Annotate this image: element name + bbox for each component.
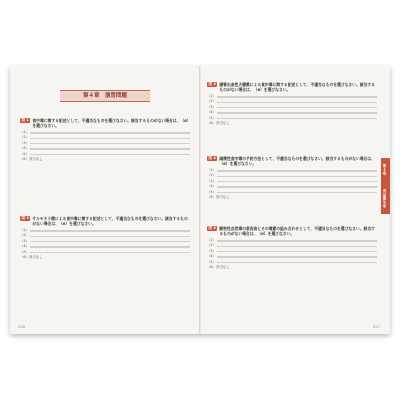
question-text: 腸管出血性大腸菌による食中毒に関する記述として、不適当なものを選びなさい。該当するものがない場合は、（6）を選びなさい。 (219, 82, 375, 93)
question-text: 細菌性食中毒の予防方法として、不適当なものを選びなさい。該当するものがない場合は、（6）を選びなさい。 (219, 156, 375, 167)
question-number: 問 4 (208, 156, 216, 160)
answer-option: （3） (207, 179, 377, 184)
question-2 (20, 216, 190, 260)
answer-option: （4） (20, 146, 190, 151)
answer-option: （1） (207, 94, 377, 99)
answer-option: （6）該当なし (207, 264, 230, 269)
answer-option: （4） (207, 110, 377, 115)
answer-option: （1） (207, 238, 377, 243)
answer-option: （5） (207, 260, 377, 265)
question-number: 問 1 (21, 118, 29, 122)
answer-option: （2） (20, 135, 190, 140)
answer-option: （5） (207, 190, 377, 195)
question-1 (20, 118, 190, 162)
answer-option: （2） (20, 233, 190, 238)
side-tab-chapter: 第４章 (383, 164, 387, 176)
answer-option: （3） (207, 249, 377, 254)
answer-option: （3） (20, 239, 190, 244)
page-number: 226 (18, 325, 25, 329)
right-page (201, 66, 390, 334)
answer-option: （5） (20, 250, 190, 255)
question-number: 問 2 (21, 216, 29, 220)
chapter-title: 第４章 演習問題 (60, 90, 150, 102)
answer-option: （1） (207, 168, 377, 173)
chapter-side-tab (381, 158, 390, 214)
question-3 (207, 82, 377, 126)
answer-option: （1） (20, 130, 190, 135)
answer-option: （5） (20, 152, 190, 157)
left-page (10, 66, 199, 334)
answer-option: （3） (207, 105, 377, 110)
answer-option: （5） (207, 116, 377, 121)
book-spread (10, 66, 390, 334)
question-4 (207, 156, 377, 200)
answer-option: （4） (207, 184, 377, 189)
side-tab-section: 食品衛生学 (383, 188, 387, 208)
answer-option: （6）該当なし (207, 120, 230, 125)
answer-option: （4） (20, 244, 190, 249)
question-number: 問 3 (208, 82, 216, 86)
question-text: 動物性自然毒の原因食とその毒素の組み合わせとして、不適当なものを選びなさい。該当するものがない場合は、（6）を選びなさい。 (219, 226, 375, 237)
answer-option: （6）該当なし (20, 156, 43, 161)
question-text: サルモネラ菌による食中毒に関する記述として、不適当なものを選びなさい。該当するものがない場合は、（6）を選びなさい。 (32, 216, 188, 227)
question-text: 食中毒に関する記述として、不適当なものを選びなさい。該当するものがない場合は、（6）を選びなさい。 (32, 118, 189, 129)
page-number: 227 (373, 325, 380, 329)
answer-option: （2） (207, 99, 377, 104)
answer-option: （6）該当なし (207, 194, 230, 199)
answer-option: （4） (207, 254, 377, 259)
answer-option: （6）該当なし (20, 254, 43, 259)
answer-option: （2） (207, 173, 377, 178)
answer-option: （2） (207, 243, 377, 248)
answer-option: （1） (20, 228, 190, 233)
answer-option: （3） (20, 141, 190, 146)
question-number: 問 5 (208, 226, 216, 230)
question-5 (207, 226, 377, 270)
